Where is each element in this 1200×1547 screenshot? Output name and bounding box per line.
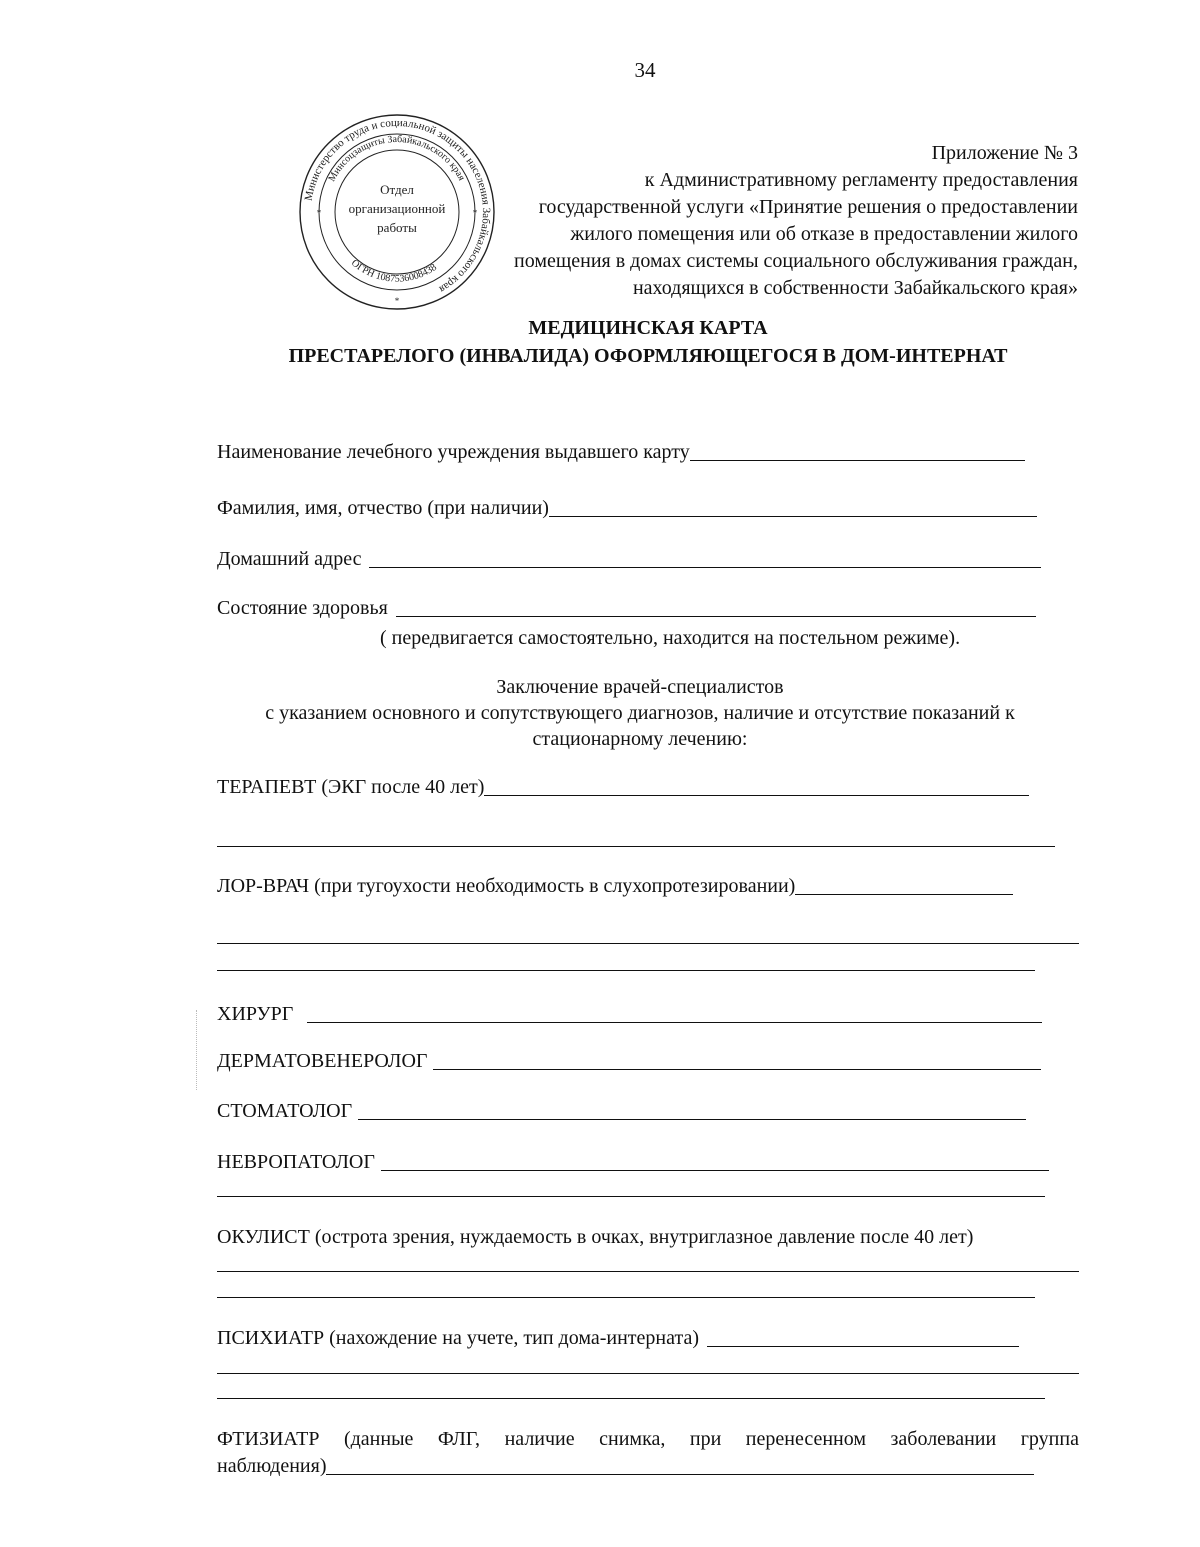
phthisiatrician-word: ФЛГ, — [437, 1428, 481, 1450]
appendix-line: помещения в домах системы социального обслуживания граждан, — [514, 250, 1078, 272]
conclusion-subheading: с указанием основного и сопутствующего диагнозов, наличие и отсутствие показаний к — [265, 702, 1015, 724]
institution-blank[interactable] — [690, 460, 1025, 461]
dentist-label: СТОМАТОЛОГ — [217, 1100, 353, 1122]
neurologist-field[interactable] — [217, 1148, 1049, 1174]
address-label: Домашний адрес — [217, 548, 362, 570]
stamp-inner-text: Минсоцзащиты Забайкальского края — [326, 133, 467, 184]
address-field[interactable] — [217, 545, 1041, 571]
appendix-line: к Административному регламенту предоставления — [644, 169, 1078, 191]
health-field[interactable] — [217, 594, 1036, 620]
document-title — [0, 314, 1200, 370]
svg-text:ОГРН 1087536008438 — [349, 258, 439, 285]
ophthalmologist-label: ОКУЛИСТ (острота зрения, нуждаемость в очках, внутриглазное давление после 40 лет) — [217, 1226, 974, 1248]
dermatologist-label: ДЕРМАТОВЕНЕРОЛОГ — [217, 1050, 428, 1072]
full-name-blank[interactable] — [549, 516, 1037, 517]
appendix-line: государственной услуги «Принятие решения о предоставлении — [538, 196, 1078, 218]
stamp-star-icon: * — [316, 208, 322, 218]
appendix-line: находящихся в собственности Забайкальского края» — [632, 277, 1078, 299]
full-name-label: Фамилия, имя, отчество (при наличии) — [217, 497, 549, 519]
ent-blank[interactable] — [795, 894, 1013, 895]
stamp-center-line-1: Отдел — [380, 182, 414, 197]
stamp-center-line-2: организационной — [348, 201, 446, 216]
surgeon-label: ХИРУРГ — [217, 1003, 294, 1025]
psychiatrist-blank[interactable] — [707, 1346, 1019, 1347]
stamp-star-icon: * — [394, 296, 400, 306]
appendix-line: жилого помещения или об отказе в предоставлении жилого — [570, 223, 1078, 245]
conclusion-heading: Заключение врачей-специалистов — [496, 676, 784, 698]
stamp-center-line-3: работы — [377, 220, 417, 235]
ophthalmologist-extra-line-2[interactable] — [217, 1297, 1035, 1298]
neurologist-extra-line[interactable] — [217, 1196, 1045, 1197]
phthisiatrician-word: при — [689, 1428, 722, 1450]
therapist-extra-line[interactable] — [217, 846, 1055, 847]
ent-field[interactable] — [217, 872, 1013, 898]
psychiatrist-label: ПСИХИАТР (нахождение на учете, тип дома-интерната) — [217, 1327, 700, 1349]
dentist-field[interactable] — [217, 1097, 1026, 1123]
psychiatrist-extra-line-2[interactable] — [217, 1398, 1045, 1399]
page-number: 34 — [634, 58, 656, 82]
phthisiatrician-word: заболевании — [890, 1428, 997, 1450]
phthisiatrician-word: наличие — [504, 1428, 575, 1450]
ent-extra-line-2[interactable] — [217, 970, 1035, 971]
stamp-star-icon: * — [472, 208, 478, 218]
therapist-label: ТЕРАПЕВТ (ЭКГ после 40 лет) — [217, 776, 485, 798]
appendix-line: Приложение № 3 — [931, 142, 1078, 164]
phthisiatrician-blank[interactable] — [326, 1474, 1034, 1475]
stamp-ogrn: ОГРН 1087536008438 — [349, 257, 439, 285]
phthisiatrician-label — [217, 1428, 1079, 1451]
surgeon-field[interactable] — [217, 1000, 1042, 1026]
phthisiatrician-word: (данные — [343, 1428, 414, 1450]
dermatologist-blank[interactable] — [433, 1069, 1041, 1070]
institution-label: Наименование лечебного учреждения выдавшего карту — [217, 441, 690, 463]
stamp-outer-text: Министерство труда и социальной защиты населения Забайкальского края — [302, 116, 493, 296]
conclusion-subheading-2: стационарному лечению: — [532, 728, 748, 750]
ent-label: ЛОР-ВРАЧ (при тугоухости необходимость в слухопротезировании) — [217, 875, 796, 897]
title-line-2: ПРЕСТАРЕЛОГО (ИНВАЛИДА) ОФОРМЛЯЮЩЕГОСЯ В ДОМ-ИНТЕРНАТ — [288, 345, 1008, 367]
dermatologist-field[interactable] — [217, 1047, 1041, 1073]
address-blank[interactable] — [369, 567, 1041, 568]
phthisiatrician-word: снимка, — [599, 1428, 666, 1450]
dentist-blank[interactable] — [358, 1119, 1026, 1120]
psychiatrist-field[interactable] — [217, 1324, 1019, 1350]
phthisiatrician-field[interactable] — [217, 1452, 1034, 1478]
therapist-field[interactable] — [217, 773, 1029, 799]
ophthalmologist-field[interactable] — [217, 1223, 973, 1249]
full-name-field[interactable] — [217, 494, 1037, 520]
scan-edge-mark — [196, 1010, 197, 1090]
ophthalmologist-extra-line-1[interactable] — [217, 1271, 1079, 1272]
therapist-blank[interactable] — [484, 795, 1029, 796]
phthisiatrician-word: группа — [1020, 1428, 1079, 1450]
title-line-1: МЕДИЦИНСКАЯ КАРТА — [528, 317, 768, 339]
phthisiatrician-label-2: наблюдения) — [217, 1455, 327, 1477]
health-blank[interactable] — [396, 616, 1036, 617]
ent-extra-line-1[interactable] — [217, 943, 1079, 944]
health-label: Состояние здоровья — [217, 597, 388, 619]
institution-field[interactable] — [217, 438, 1025, 464]
surgeon-blank[interactable] — [307, 1022, 1042, 1023]
neurologist-blank[interactable] — [381, 1170, 1049, 1171]
phthisiatrician-word: ФТИЗИАТР — [217, 1428, 320, 1450]
health-hint: ( передвигается самостоятельно, находится на постельном режиме). — [380, 627, 961, 649]
phthisiatrician-word: перенесенном — [745, 1428, 866, 1450]
appendix-header — [438, 140, 1078, 302]
neurologist-label: НЕВРОПАТОЛОГ — [217, 1151, 375, 1173]
psychiatrist-extra-line-1[interactable] — [217, 1373, 1079, 1374]
